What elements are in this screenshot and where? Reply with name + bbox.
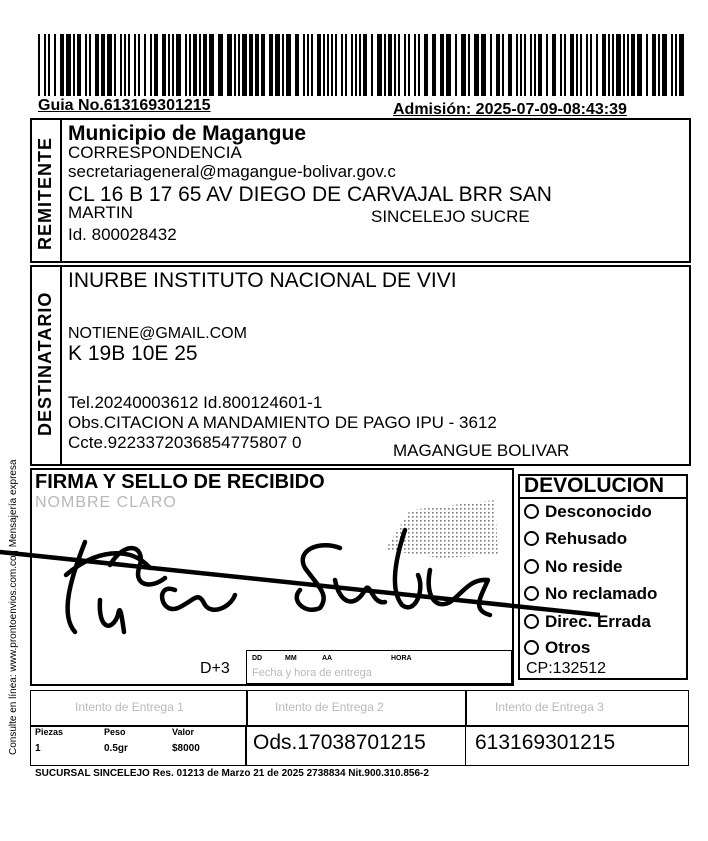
remitente-city: SINCELEJO SUCRE: [371, 207, 530, 226]
barcode-bar: [371, 34, 373, 96]
barcode-bar: [227, 34, 232, 96]
ods-number: Ods.17038701215: [253, 731, 426, 754]
barcode-bar: [249, 34, 253, 96]
intento-divider-1: [246, 690, 248, 726]
barcode-bar: [623, 34, 625, 96]
barcode-bar: [502, 34, 504, 96]
destinatario-ccte: Ccte.9223372036854775807 0: [68, 433, 302, 452]
barcode-bar: [269, 34, 273, 96]
barcode-bar: [134, 34, 136, 96]
signature: [0, 520, 600, 650]
barcode-bar: [658, 34, 660, 96]
date-header-mm: MM: [285, 655, 297, 662]
barcode-bar: [282, 34, 284, 96]
devolucion-title: DEVOLUCION: [524, 474, 665, 497]
barcode-bar: [60, 34, 64, 96]
destinatario-email: NOTIENE@GMAIL.COM: [68, 325, 247, 342]
fecha-entrega-caption: Fecha y hora de entrega: [252, 667, 372, 679]
barcode-bar: [560, 34, 562, 96]
d-plus-3: D+3: [200, 660, 230, 677]
barcode-bar: [388, 34, 392, 96]
barcode-bar: [89, 34, 91, 96]
destinatario-city: MAGANGUE BOLIVAR: [393, 441, 570, 460]
barcode-bar: [530, 34, 532, 96]
remitente-name: Municipio de Magangue: [68, 122, 307, 145]
barcode-bar: [671, 34, 673, 96]
barcode-bar: [351, 34, 353, 96]
barcode-bar: [307, 34, 309, 96]
remitente-address-line2: MARTIN: [68, 203, 133, 222]
nombre-claro-label: NOMBRE CLARO: [35, 494, 177, 511]
piezas-value: 1: [35, 743, 41, 754]
barcode-bar: [114, 34, 116, 96]
barcode-bar: [608, 34, 610, 96]
barcode-bar: [546, 34, 548, 96]
barcode-bar: [150, 34, 152, 96]
valor-value: $8000: [172, 743, 200, 754]
barcode-bar: [496, 34, 500, 96]
barcode-bar: [154, 34, 158, 96]
barcode-bar: [359, 34, 361, 96]
barcode-bar: [54, 34, 56, 96]
barcode-bar: [85, 34, 87, 96]
barcode-bar: [455, 34, 457, 96]
option-desconocido[interactable]: Desconocido: [524, 502, 652, 522]
barcode-bar: [424, 34, 428, 96]
barcode-bar: [490, 34, 492, 96]
destinatario-label: DESTINATARIO: [35, 291, 55, 436]
radio-icon: [524, 559, 539, 574]
valor-header: Valor: [172, 727, 195, 737]
barcode-bar: [176, 34, 181, 96]
remitente-email: secretariageneral@magangue-bolivar.gov.c: [68, 162, 396, 181]
barcode-bar: [327, 34, 329, 96]
barcode-bar: [238, 34, 240, 96]
radio-icon: [524, 586, 539, 601]
radio-icon: [524, 504, 539, 519]
side-note: Consulte en línea: www.prontoenvios.com.co | Mensajería expresa: [8, 459, 19, 755]
barcode-bar: [138, 34, 140, 96]
barcode-bar: [48, 34, 50, 96]
remitente-dept: CORRESPONDENCIA: [68, 143, 242, 162]
barcode-bar: [679, 34, 684, 96]
barcode-bar: [552, 34, 556, 96]
option-otros[interactable]: Otros: [524, 638, 590, 658]
barcode-bar: [66, 34, 71, 96]
footer-text: SUCURSAL SINCELEJO Res. 01213 de Marzo 21 de 2025 2738834 Nit.900.310.856-2: [35, 768, 429, 779]
barcode-bar: [323, 34, 325, 96]
barcode-bar: [345, 34, 347, 96]
barcode-bar: [408, 34, 410, 96]
barcode-bar: [564, 34, 566, 96]
barcode-bar: [331, 34, 333, 96]
barcode-bar: [189, 34, 191, 96]
radio-icon: [524, 614, 539, 629]
option-direc-errada[interactable]: Direc. Errada: [524, 612, 651, 632]
barcode-bar: [295, 34, 299, 96]
barcode-bar: [616, 34, 621, 96]
barcode-bar: [481, 34, 486, 96]
date-header-aa: AA: [322, 655, 333, 662]
barcode-bar: [255, 34, 259, 96]
barcode-bar: [461, 34, 466, 96]
option-no-reclamado[interactable]: No reclamado: [524, 584, 657, 604]
barcode-bar: [172, 34, 174, 96]
piezas-header: Piezas: [35, 727, 64, 737]
barcode-bar: [404, 34, 406, 96]
admision-timestamp: Admisión: 2025-07-09-08:43:39: [393, 101, 627, 118]
barcode-bar: [193, 34, 197, 96]
guia-number-header: Guia No.613169301215: [38, 97, 211, 114]
barcode-bar: [394, 34, 396, 96]
barcode-bar: [335, 34, 337, 96]
barcode-bar: [144, 34, 146, 96]
guia-number-large: 613169301215: [475, 731, 616, 754]
barcode-bar: [199, 34, 201, 96]
barcode-bar: [311, 34, 313, 96]
barcode-bar: [168, 34, 170, 96]
barcode-bar: [317, 34, 321, 96]
intento-divider-2: [465, 690, 467, 726]
date-header-dd: DD: [252, 655, 263, 662]
barcode-bar: [303, 34, 305, 96]
barcode-bar: [446, 34, 451, 96]
barcode-bar: [95, 34, 99, 96]
barcode-bar: [534, 34, 536, 96]
intento-3: Intento de Entrega 3: [495, 700, 604, 714]
barcode-bar: [234, 34, 236, 96]
barcode-bar: [580, 34, 582, 96]
peso-value: 0.5gr: [104, 743, 128, 754]
barcode-bar: [44, 34, 46, 96]
barcode-bar: [120, 34, 122, 96]
barcode-bar: [77, 34, 81, 96]
barcode-bar: [261, 34, 265, 96]
barcode-bar: [631, 34, 635, 96]
destinatario-obs: Obs.CITACION A MANDAMIENTO DE PAGO IPU - 3612: [68, 413, 497, 432]
barcode-bar: [675, 34, 677, 96]
barcode-bar: [432, 34, 436, 96]
destinatario-label-divider: [60, 265, 62, 466]
barcode-bar: [377, 34, 382, 96]
barcode-bar: [637, 34, 642, 96]
barcode-bar: [586, 34, 588, 96]
barcode-bar: [275, 34, 280, 96]
barcode-bar: [124, 34, 126, 96]
option-rehusado[interactable]: Rehusado: [524, 529, 627, 549]
remitente-label-divider: [60, 118, 62, 263]
barcode-bar: [440, 34, 444, 96]
barcode-bar: [570, 34, 574, 96]
barcode-bar: [652, 34, 656, 96]
barcode-bar: [596, 34, 598, 96]
intento-1: Intento de Entrega 1: [75, 700, 184, 714]
barcode-bar: [468, 34, 470, 96]
barcode-bar: [524, 34, 526, 96]
barcode-bar: [646, 34, 648, 96]
barcode-bar: [363, 34, 367, 96]
barcode-bar: [414, 34, 416, 96]
barcode-bar: [516, 34, 518, 96]
destinatario-tel: Tel.20240003612 Id.800124601-1: [68, 393, 323, 412]
firma-title: FIRMA Y SELLO DE RECIBIDO: [35, 471, 325, 493]
barcode-bar: [203, 34, 207, 96]
peso-header: Peso: [104, 727, 126, 737]
destinatario-name: INURBE INSTITUTO NACIONAL DE VIVI: [68, 269, 457, 292]
barcode-bar: [662, 34, 667, 96]
cp-code: CP:132512: [526, 660, 607, 677]
barcode-bar: [162, 34, 166, 96]
barcode-bar: [538, 34, 542, 96]
radio-icon: [524, 531, 539, 546]
intento-2: Intento de Entrega 2: [275, 700, 384, 714]
barcode-bar: [73, 34, 75, 96]
remitente-label: REMITENTE: [35, 136, 55, 250]
radio-icon: [524, 640, 539, 655]
barcode-bar: [218, 34, 223, 96]
option-no-reside[interactable]: No reside: [524, 557, 622, 577]
barcode-bar: [209, 34, 214, 96]
barcode-bar: [627, 34, 629, 96]
remitente-address-line1: CL 16 B 17 65 AV DIEGO DE CARVAJAL BRR SAN: [68, 183, 552, 206]
barcode-bar: [590, 34, 592, 96]
date-header-hora: HORA: [391, 655, 412, 662]
devolucion-options: [518, 474, 688, 680]
barcode-bar: [384, 34, 386, 96]
barcode-bar: [576, 34, 578, 96]
barcode-bar: [602, 34, 606, 96]
remitente-id: Id. 800028432: [68, 225, 177, 244]
barcode-bar: [612, 34, 614, 96]
barcode-bar: [341, 34, 343, 96]
barcode-bar: [355, 34, 357, 96]
barcode-bar: [128, 34, 130, 96]
barcode-bar: [286, 34, 291, 96]
barcode-bar: [38, 34, 40, 96]
barcode: [38, 34, 692, 96]
barcode-bar: [474, 34, 479, 96]
barcode-bar: [185, 34, 187, 96]
barcode-bar: [101, 34, 105, 96]
barcode-bar: [242, 34, 247, 96]
barcode-bar: [520, 34, 522, 96]
barcode-bar: [508, 34, 512, 96]
destinatario-address: K 19B 10E 25: [68, 342, 198, 365]
barcode-bar: [107, 34, 112, 96]
barcode-bar: [398, 34, 400, 96]
barcode-bar: [418, 34, 420, 96]
